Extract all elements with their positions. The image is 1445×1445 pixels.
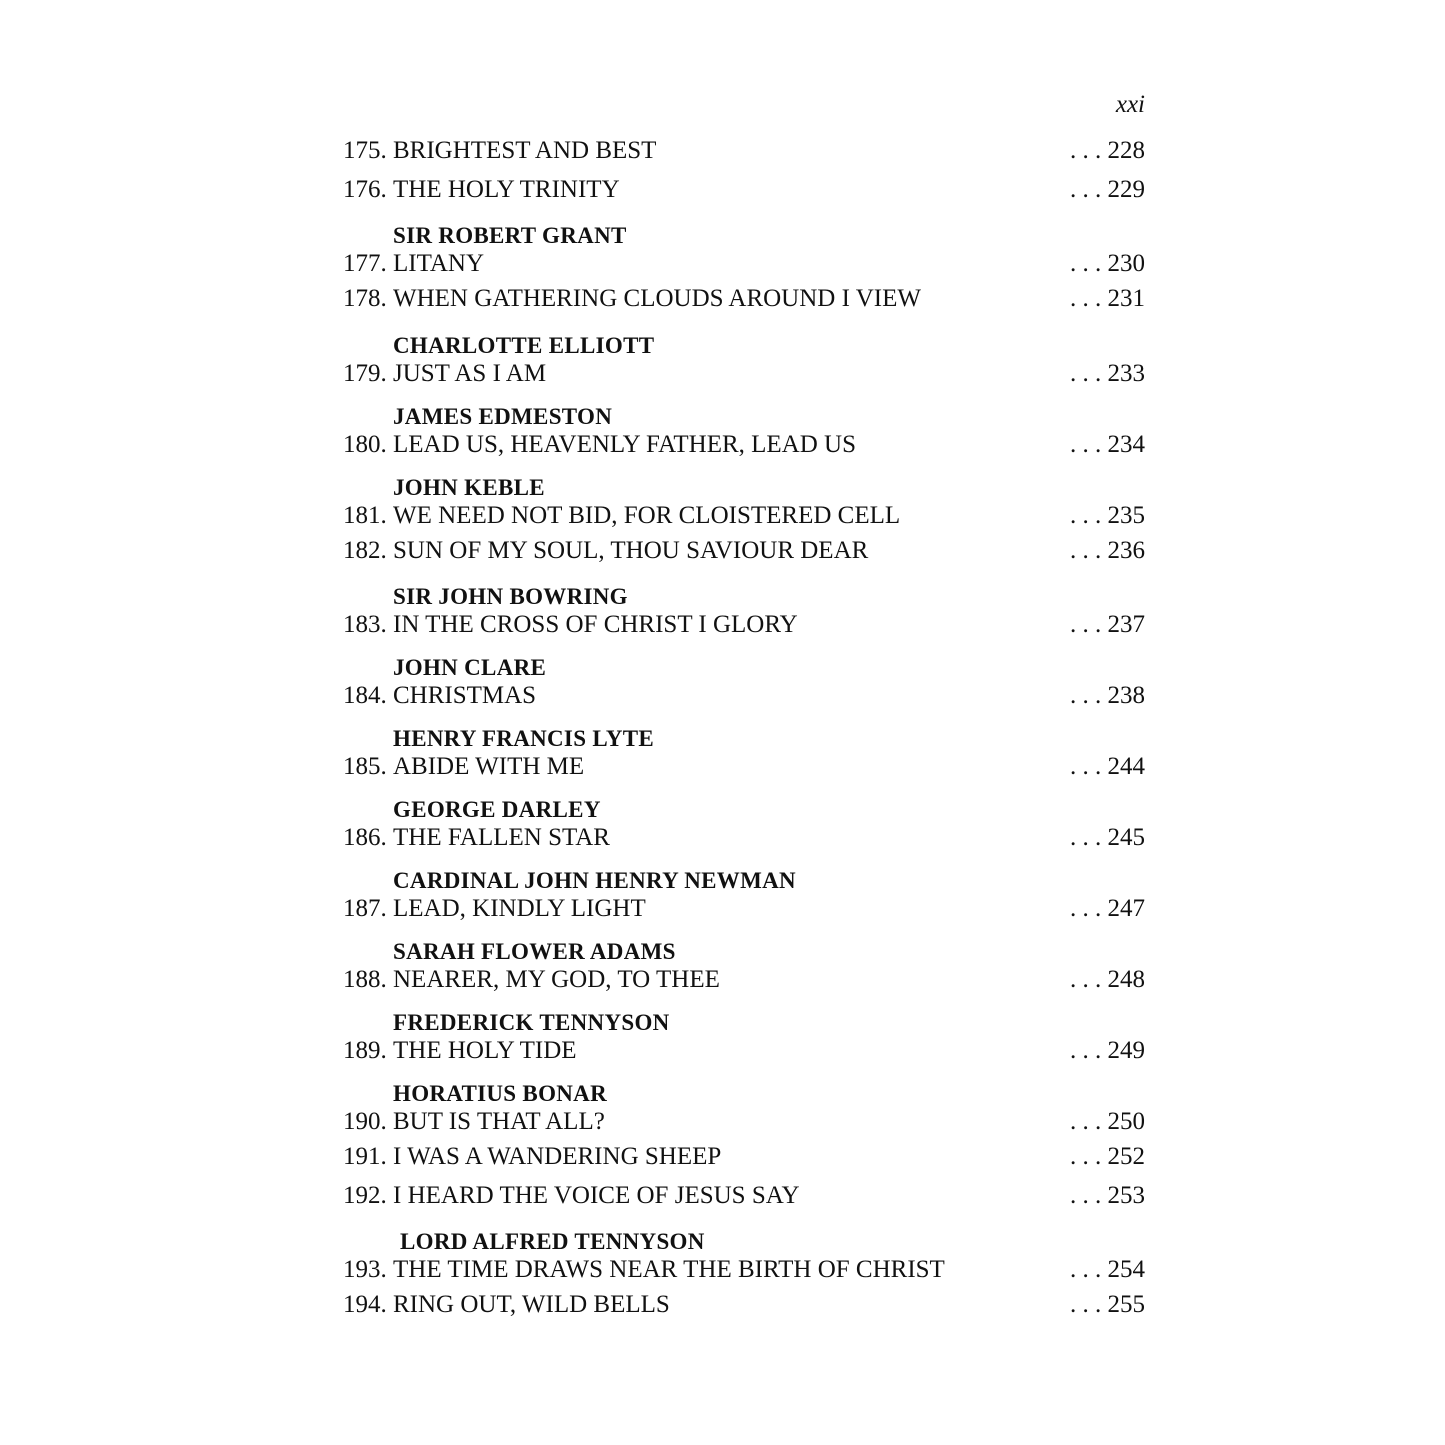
author-heading: LORD ALFRED TENNYSON	[400, 1229, 705, 1254]
author-heading: SIR ROBERT GRANT	[393, 223, 627, 248]
toc-entry	[343, 610, 1145, 643]
entry-title: SUN OF MY SOUL, THOU SAVIOUR DEAR	[393, 536, 869, 564]
entry-page-ref: . . . 234	[1070, 430, 1145, 458]
entry-title: CHRISTMAS	[393, 682, 537, 709]
entry-page-ref: . . . 247	[1070, 895, 1145, 922]
entry-title: WE NEED NOT BID, FOR CLOISTERED CELL	[393, 501, 901, 529]
entry-number: 191.	[343, 1143, 387, 1170]
entry-title: NEARER, MY GOD, TO THEE	[393, 966, 720, 993]
entry-title: THE TIME DRAWS NEAR THE BIRTH OF CHRIST	[393, 1256, 945, 1283]
entry-number: 176.	[343, 175, 387, 203]
entry-page-ref: . . . 249	[1070, 1037, 1145, 1064]
entry-page-ref: . . . 255	[1070, 1291, 1145, 1318]
entry-page-ref: . . . 229	[1070, 175, 1145, 203]
table-of-contents	[343, 134, 1145, 1327]
entry-title: JUST AS I AM	[393, 359, 547, 387]
entry-number: 190.	[343, 1108, 387, 1135]
entry-page-ref: . . . 248	[1070, 966, 1145, 993]
entry-title: BRIGHTEST AND BEST	[393, 137, 657, 164]
toc-entry	[343, 1255, 1145, 1288]
entry-number: 189.	[343, 1037, 387, 1064]
entry-number: 175.	[343, 137, 387, 164]
entry-title: RING OUT, WILD BELLS	[393, 1291, 670, 1318]
entry-title: LEAD, KINDLY LIGHT	[393, 895, 646, 922]
entry-title: I WAS A WANDERING SHEEP	[393, 1143, 722, 1170]
entry-title: THE HOLY TIDE	[393, 1037, 577, 1064]
toc-entry	[343, 1140, 1145, 1179]
entry-page-ref: . . . 236	[1070, 536, 1145, 564]
toc-entry	[343, 823, 1145, 856]
entry-number: 187.	[343, 895, 387, 922]
author-heading: HORATIUS BONAR	[393, 1081, 607, 1106]
entry-number: 193.	[343, 1256, 387, 1283]
toc-entry	[343, 282, 1145, 321]
entry-number: 185.	[343, 753, 387, 780]
toc-entry	[343, 965, 1145, 998]
author-heading: CHARLOTTE ELLIOTT	[393, 332, 655, 358]
entry-title: ABIDE WITH ME	[393, 753, 585, 780]
entry-page-ref: . . . 231	[1070, 285, 1145, 312]
entry-number: 188.	[343, 966, 387, 993]
entry-title: THE HOLY TRINITY	[393, 175, 620, 203]
toc-entry	[343, 430, 1145, 463]
toc-entry	[343, 752, 1145, 785]
toc-entry	[343, 501, 1145, 534]
entry-title: BUT IS THAT ALL?	[393, 1108, 605, 1135]
toc-entry	[343, 134, 1145, 173]
entry-title: WHEN GATHERING CLOUDS AROUND I VIEW	[393, 285, 921, 312]
toc-entry	[343, 681, 1145, 714]
toc-entry	[343, 1179, 1145, 1218]
entry-number: 179.	[343, 359, 387, 387]
entry-page-ref: . . . 228	[1070, 137, 1145, 164]
entry-page-ref: . . . 230	[1070, 250, 1145, 277]
entry-number: 192.	[343, 1181, 387, 1209]
author-heading: GEORGE DARLEY	[393, 797, 601, 822]
toc-entry	[343, 249, 1145, 282]
entry-page-ref: . . . 237	[1070, 611, 1145, 638]
entry-page-ref: . . . 238	[1070, 682, 1145, 709]
entry-title: THE FALLEN STAR	[393, 824, 610, 851]
entry-title: LEAD US, HEAVENLY FATHER, LEAD US	[393, 430, 857, 458]
author-heading: FREDERICK TENNYSON	[393, 1010, 670, 1035]
entry-title: I HEARD THE VOICE OF JESUS SAY	[393, 1181, 800, 1209]
author-heading: SIR JOHN BOWRING	[393, 584, 628, 609]
author-heading: SARAH FLOWER ADAMS	[393, 939, 676, 964]
entry-page-ref: . . . 245	[1070, 824, 1145, 851]
author-heading: JOHN KEBLE	[393, 474, 545, 500]
toc-entry	[343, 1036, 1145, 1069]
author-heading: CARDINAL JOHN HENRY NEWMAN	[393, 868, 796, 893]
entry-page-ref: . . . 254	[1070, 1256, 1145, 1283]
author-heading: JAMES EDMESTON	[393, 403, 613, 429]
entry-page-ref: . . . 253	[1070, 1181, 1145, 1209]
toc-entry	[343, 1288, 1145, 1327]
entry-page-ref: . . . 252	[1070, 1143, 1145, 1170]
toc-entry	[343, 173, 1145, 212]
toc-entry	[343, 359, 1145, 392]
entry-number: 194.	[343, 1291, 387, 1318]
entry-page-ref: . . . 250	[1070, 1108, 1145, 1135]
entry-number: 181.	[343, 501, 387, 529]
page-number: xxi	[1115, 91, 1145, 118]
entry-number: 177.	[343, 250, 387, 277]
entry-number: 184.	[343, 682, 387, 709]
entry-number: 182.	[343, 536, 387, 564]
entry-page-ref: . . . 244	[1070, 753, 1145, 780]
author-heading: JOHN CLARE	[393, 655, 547, 680]
toc-entry	[343, 1107, 1145, 1140]
entry-title: IN THE CROSS OF CHRIST I GLORY	[393, 611, 798, 638]
entry-number: 183.	[343, 611, 387, 638]
entry-number: 178.	[343, 285, 387, 312]
entry-title: LITANY	[393, 250, 485, 277]
toc-entry	[343, 534, 1145, 573]
author-heading: HENRY FRANCIS LYTE	[393, 726, 655, 751]
toc-entry	[343, 894, 1145, 927]
entry-page-ref: . . . 235	[1070, 501, 1145, 529]
entry-number: 180.	[343, 430, 387, 458]
entry-number: 186.	[343, 824, 387, 851]
entry-page-ref: . . . 233	[1070, 359, 1145, 387]
